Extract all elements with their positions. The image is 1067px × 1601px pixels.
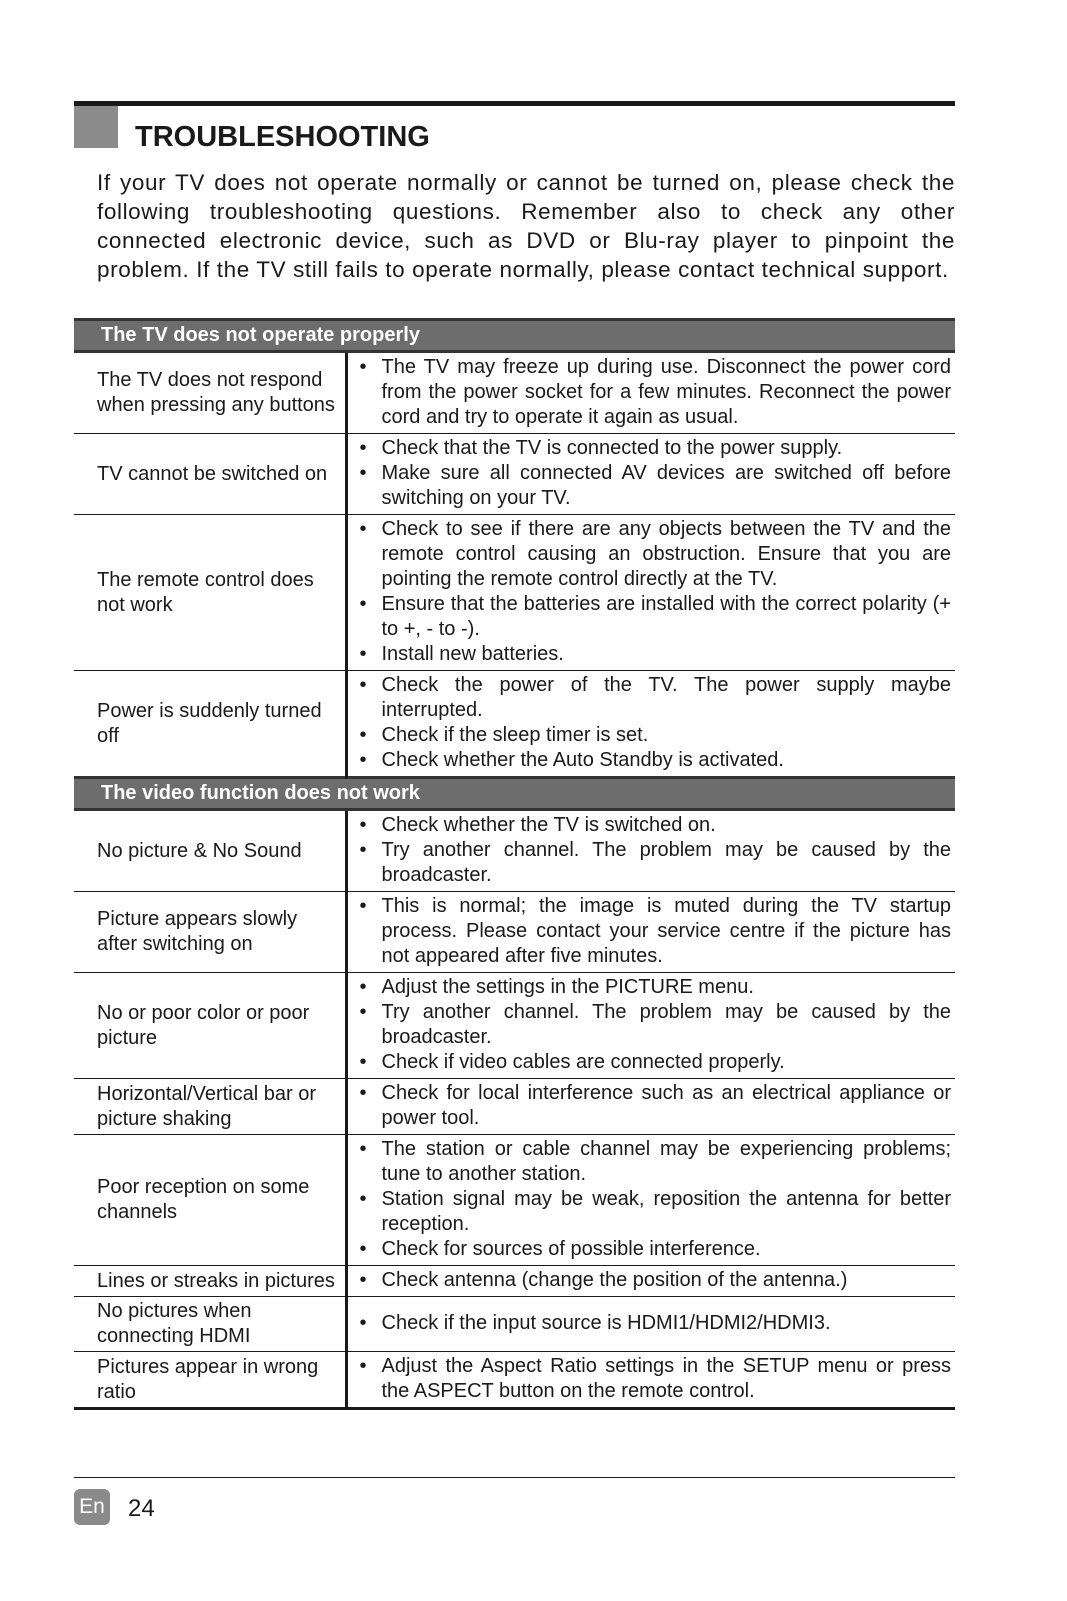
- section-header-row: [74, 778, 955, 810]
- issue-cell: TV cannot be switched on: [74, 434, 346, 515]
- solution-cell: [346, 1297, 955, 1352]
- solution-list: [358, 436, 952, 511]
- table-row: [74, 892, 955, 973]
- table-row: [74, 1352, 955, 1409]
- solution-list: [358, 517, 952, 667]
- solution-list: [358, 673, 952, 773]
- solution-list: [358, 1311, 952, 1336]
- issue-cell: Horizontal/Vertical bar or picture shaking: [74, 1079, 346, 1135]
- table-row: [74, 1297, 955, 1352]
- solution-list: [358, 1268, 952, 1293]
- solution-item: • Try another channel. The problem may be caused by the broadcaster.: [358, 1000, 952, 1050]
- issue-cell: No pictures when connecting HDMI: [74, 1297, 346, 1352]
- issue-cell: Lines or streaks in pictures: [74, 1266, 346, 1297]
- heading-marker-block: [74, 106, 118, 148]
- solution-item: • Make sure all connected AV devices are switched off before switching on your TV.: [358, 461, 952, 511]
- solution-cell: [346, 352, 955, 434]
- solution-item: • Adjust the settings in the PICTURE menu.: [358, 975, 952, 1000]
- solution-item: • Check if the sleep timer is set.: [358, 723, 952, 748]
- solution-item: • Check if video cables are connected properly.: [358, 1050, 952, 1075]
- solution-cell: [346, 1352, 955, 1409]
- table-row: [74, 515, 955, 671]
- solution-list: [358, 355, 952, 430]
- solution-list: [358, 1081, 952, 1131]
- solution-item: • This is normal; the image is muted during the TV startup process. Please contact your service centre if the picture has not appeared after five minutes.: [358, 894, 952, 969]
- solution-item: • The station or cable channel may be experiencing problems; tune to another station.: [358, 1137, 952, 1187]
- solution-cell: [346, 1135, 955, 1266]
- solution-item: • Check whether the Auto Standby is activated.: [358, 748, 952, 773]
- solution-cell: [346, 892, 955, 973]
- intro-paragraph: If your TV does not operate normally or cannot be turned on, please check the following troubleshooting questions. Remember also to check any other connected electronic device, such as DVD or Blu-ray player to pinpoint the problem. If the TV still fails to operate normally, please contact technical support.: [97, 170, 955, 282]
- table-row: [74, 671, 955, 778]
- table-row: [74, 352, 955, 434]
- issue-cell: Poor reception on some channels: [74, 1135, 346, 1266]
- troubleshooting-table-body: [74, 320, 955, 1409]
- solution-item: • Ensure that the batteries are installed with the correct polarity (+ to +, - to -).: [358, 592, 952, 642]
- table-row: [74, 434, 955, 515]
- solution-item: • Check for sources of possible interference.: [358, 1237, 952, 1262]
- section-header-row: [74, 320, 955, 352]
- issue-cell: Pictures appear in wrong ratio: [74, 1352, 346, 1409]
- top-rule: [74, 101, 955, 106]
- solution-list: [358, 894, 952, 969]
- solution-item: • Try another channel. The problem may be caused by the broadcaster.: [358, 838, 952, 888]
- solution-item: • Check to see if there are any objects between the TV and the remote control causing an obstruction. Ensure that you are pointing the remote control directly at the TV.: [358, 517, 952, 592]
- solution-item: • Check for local interference such as an electrical appliance or power tool.: [358, 1081, 952, 1131]
- solution-item: • The TV may freeze up during use. Disconnect the power cord from the power socket for a few minutes. Reconnect the power cord and try to operate it again as usual.: [358, 355, 952, 430]
- page-number: 24: [128, 1495, 155, 1522]
- solution-item: • Check if the input source is HDMI1/HDMI2/HDMI3.: [358, 1311, 952, 1336]
- solution-cell: [346, 973, 955, 1079]
- table-row: [74, 1135, 955, 1266]
- solution-cell: [346, 810, 955, 892]
- issue-cell: No picture & No Sound: [74, 810, 346, 892]
- solution-list: [358, 813, 952, 888]
- issue-cell: No or poor color or poor picture: [74, 973, 346, 1079]
- troubleshooting-table: [74, 318, 955, 1410]
- solution-cell: [346, 671, 955, 778]
- issue-cell: Picture appears slowly after switching on: [74, 892, 346, 973]
- footer-rule: [74, 1477, 955, 1478]
- table-row: [74, 973, 955, 1079]
- language-badge: En: [74, 1489, 110, 1525]
- solution-list: [358, 975, 952, 1075]
- section-heading: The TV does not operate properly: [74, 320, 955, 352]
- page-title: TROUBLESHOOTING: [135, 121, 430, 153]
- solution-item: • Check that the TV is connected to the power supply.: [358, 436, 952, 461]
- table-row: [74, 1266, 955, 1297]
- solution-item: • Check the power of the TV. The power supply maybe interrupted.: [358, 673, 952, 723]
- solution-cell: [346, 1079, 955, 1135]
- solution-item: • Station signal may be weak, reposition the antenna for better reception.: [358, 1187, 952, 1237]
- solution-item: • Install new batteries.: [358, 642, 952, 667]
- solution-cell: [346, 1266, 955, 1297]
- solution-cell: [346, 515, 955, 671]
- solution-item: • Check whether the TV is switched on.: [358, 813, 952, 838]
- solution-cell: [346, 434, 955, 515]
- issue-cell: Power is suddenly turned off: [74, 671, 346, 778]
- solution-list: [358, 1354, 952, 1404]
- issue-cell: The remote control does not work: [74, 515, 346, 671]
- solution-item: • Check antenna (change the position of the antenna.): [358, 1268, 952, 1293]
- table-row: [74, 810, 955, 892]
- solution-list: [358, 1137, 952, 1262]
- issue-cell: The TV does not respond when pressing any buttons: [74, 352, 346, 434]
- solution-item: • Adjust the Aspect Ratio settings in the SETUP menu or press the ASPECT button on the remote control.: [358, 1354, 952, 1404]
- section-heading: The video function does not work: [74, 778, 955, 810]
- table-row: [74, 1079, 955, 1135]
